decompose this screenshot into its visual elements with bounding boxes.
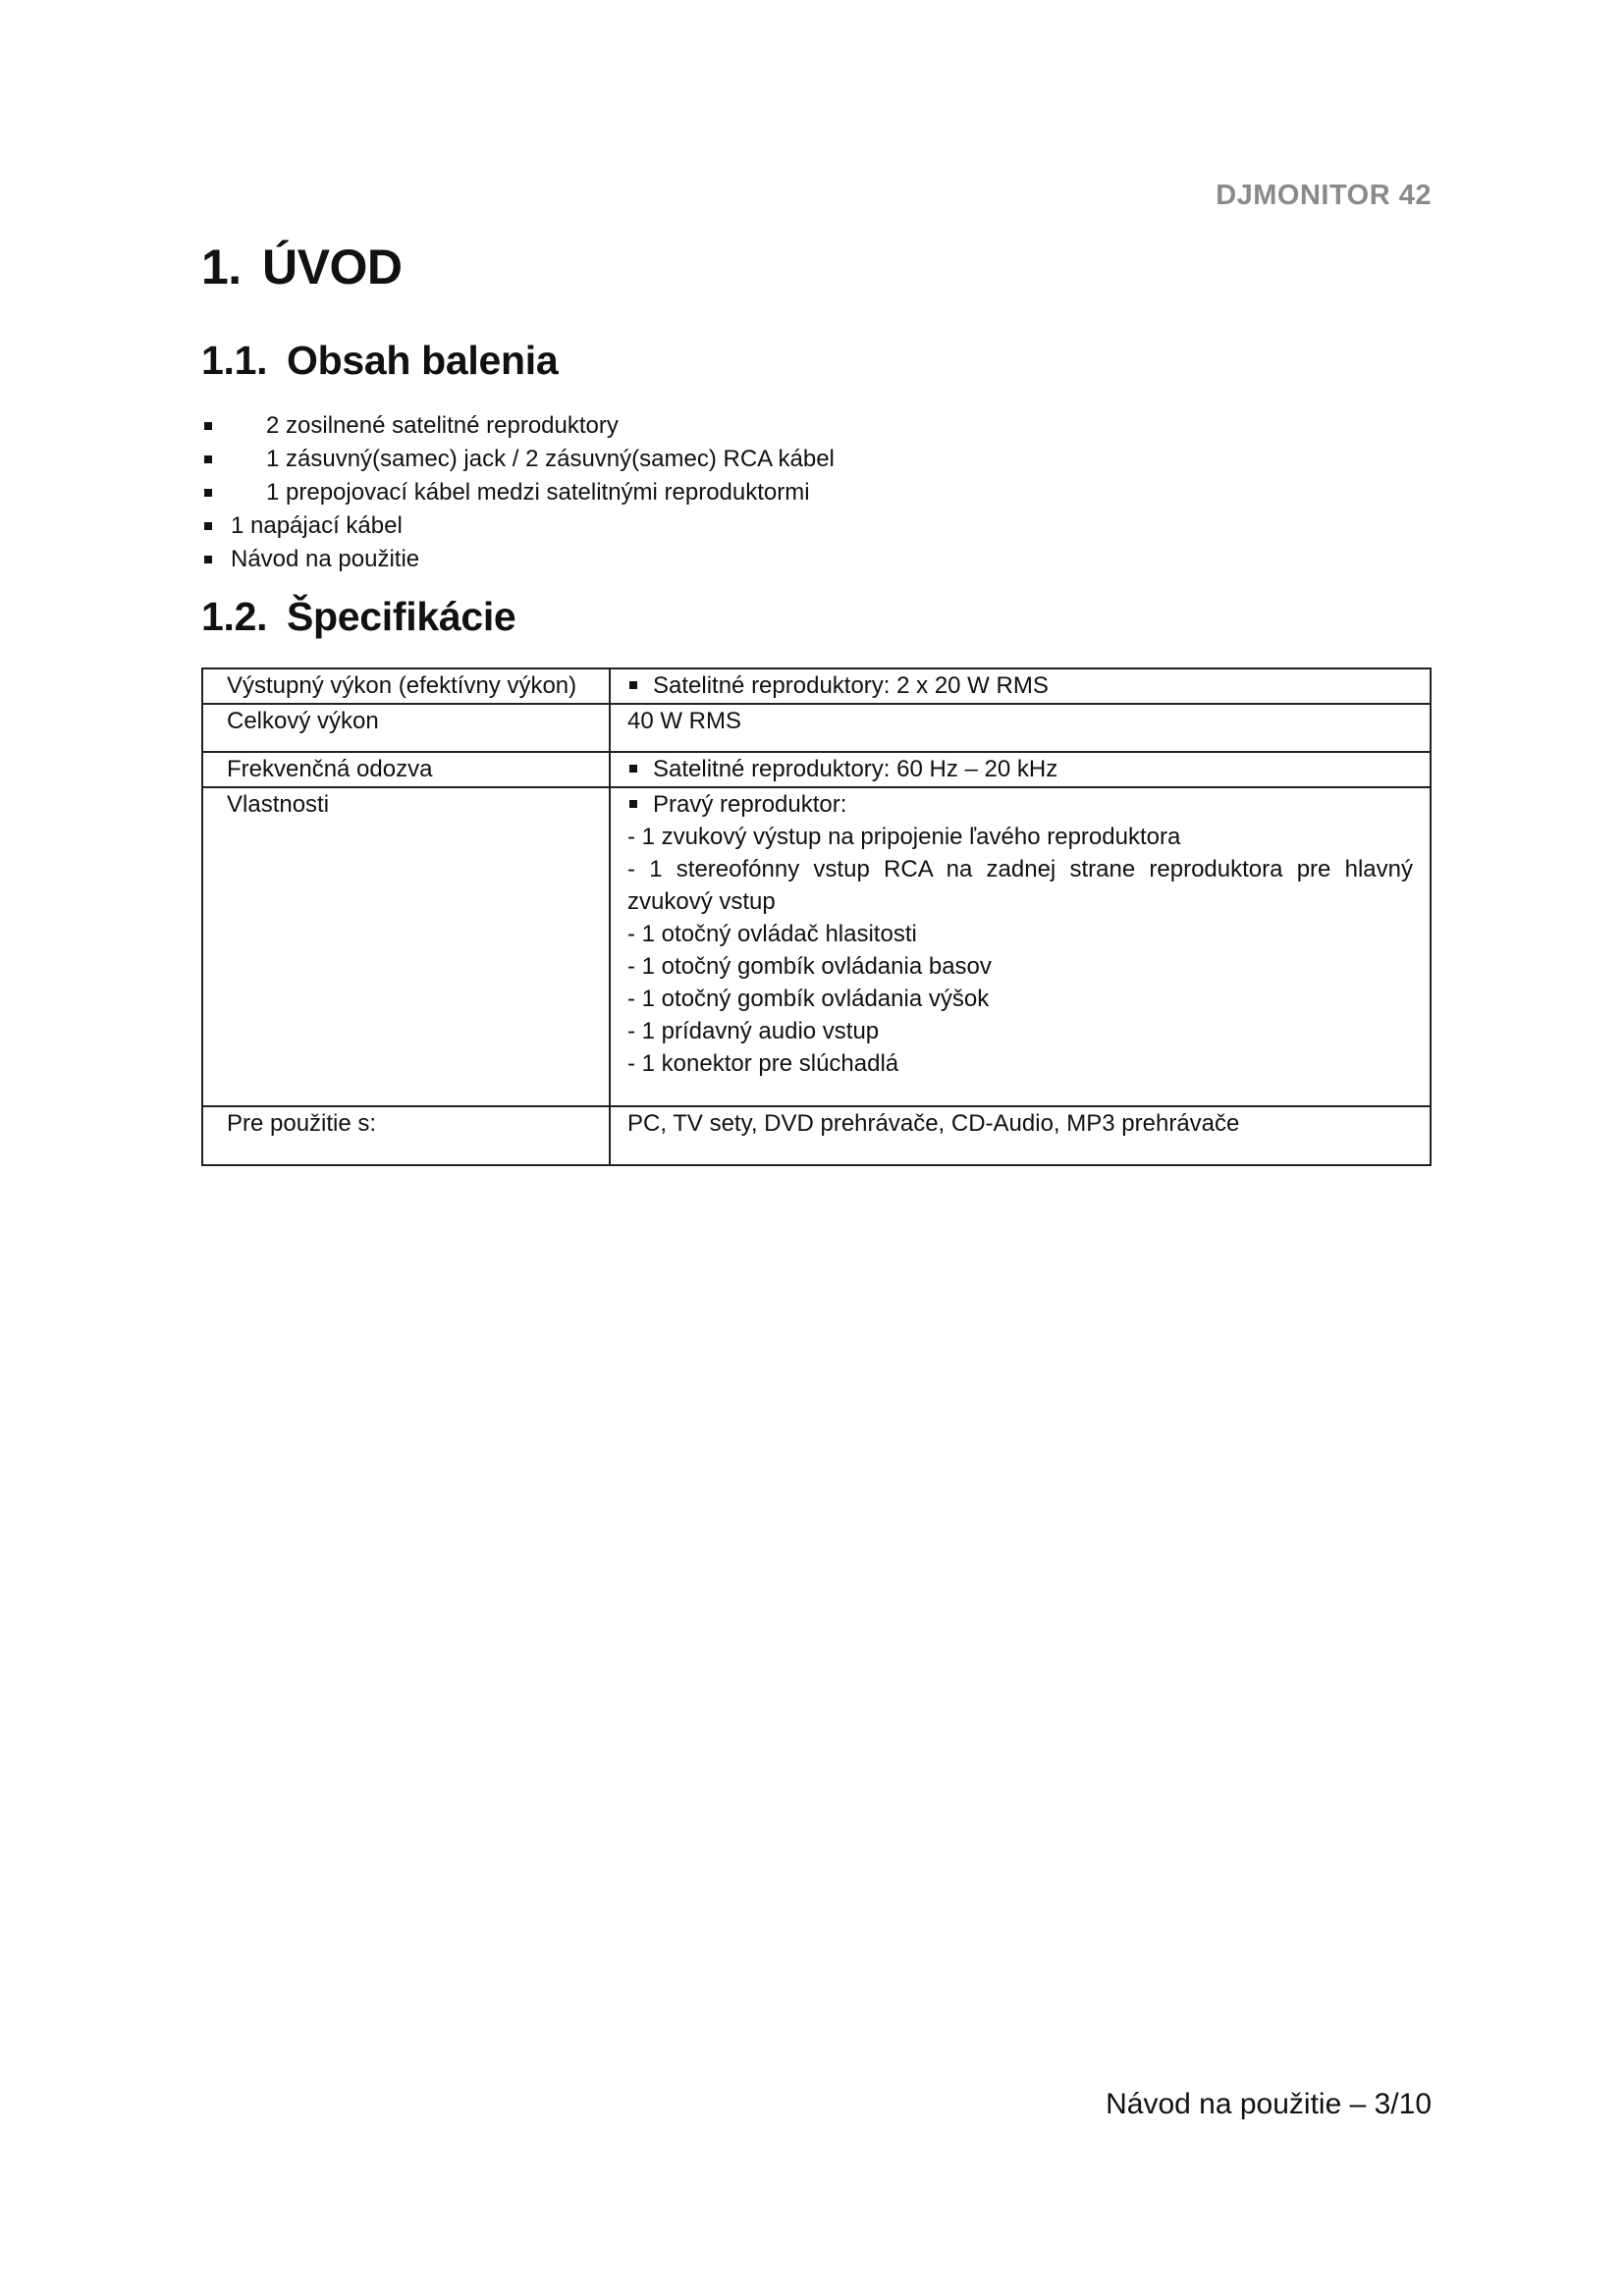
list-item-text: 1 napájací kábel [231, 512, 403, 539]
table-row [202, 787, 1431, 1106]
table-row [202, 704, 1431, 752]
list-item-text: 1 zásuvný(samec) jack / 2 zásuvný(samec) RCA kábel [266, 446, 835, 472]
features-heading-text: Pravý reproduktor: [653, 791, 847, 818]
spec-value-cell [610, 668, 1431, 704]
list-item-text: Návod na použitie [231, 546, 420, 572]
table-row [202, 1106, 1431, 1165]
spec-value: 40 W RMS [610, 704, 1431, 752]
spec-label: Frekvenčná odozva [202, 752, 610, 787]
features-heading [627, 788, 1413, 821]
page-footer: Návod na použitie – 3/10 [1106, 2088, 1432, 2120]
bullet-square-icon [204, 422, 212, 430]
section-number: 1. [201, 240, 242, 294]
subsection-number: 1.2. [201, 594, 268, 639]
subsection-heading-specs [201, 594, 515, 640]
bullet-square-icon [204, 556, 212, 563]
table-row [202, 668, 1431, 704]
spec-value: Satelitné reproduktory: 2 x 20 W RMS [653, 672, 1049, 699]
list-item-text: 1 prepojovací kábel medzi satelitnými reproduktormi [266, 479, 810, 506]
bullet-square-icon [204, 489, 212, 497]
bullet-square-icon [629, 765, 637, 773]
feature-line: - 1 otočný gombík ovládania basov [627, 953, 992, 980]
feature-line: - 1 zvukový výstup na pripojenie ľavého reproduktora [627, 824, 1181, 850]
subsection-number: 1.1. [201, 338, 268, 383]
feature-line: - 1 prídavný audio vstup [627, 1018, 880, 1044]
bullet-square-icon [204, 522, 212, 530]
feature-line: zvukový vstup [627, 888, 776, 915]
feature-line: - 1 otočný gombík ovládania výšok [627, 986, 990, 1012]
document-header: DJMONITOR 42 [1216, 180, 1432, 211]
subsection-heading-contents [201, 338, 558, 384]
spec-label: Vlastnosti [202, 787, 610, 1106]
feature-line: - 1 otočný ovládač hlasitosti [627, 921, 917, 947]
specifications-table [201, 667, 1432, 1166]
list-item-text: 2 zosilnené satelitné reproduktory [266, 412, 619, 439]
section-heading-1 [201, 239, 402, 295]
feature-line: - 1 stereofónny vstup RCA na zadnej strane reproduktora pre hlavný [627, 856, 1413, 882]
subsection-title: Špecifikácie [287, 594, 516, 639]
spec-value-cell [610, 752, 1431, 787]
bullet-square-icon [204, 455, 212, 463]
section-title: ÚVOD [262, 240, 403, 294]
spec-value: Satelitné reproduktory: 60 Hz – 20 kHz [653, 756, 1058, 782]
feature-line: - 1 konektor pre slúchadlá [627, 1050, 899, 1077]
spec-label: Pre použitie s: [202, 1106, 610, 1165]
bullet-square-icon [629, 681, 637, 689]
features-cell [610, 787, 1431, 1106]
bullet-square-icon [629, 800, 637, 808]
spec-value: PC, TV sety, DVD prehrávače, CD-Audio, MP3 prehrávače [610, 1106, 1431, 1165]
subsection-title: Obsah balenia [287, 338, 559, 383]
table-row [202, 752, 1431, 787]
spec-label: Celkový výkon [202, 704, 610, 752]
spec-label: Výstupný výkon (efektívny výkon) [202, 668, 610, 704]
